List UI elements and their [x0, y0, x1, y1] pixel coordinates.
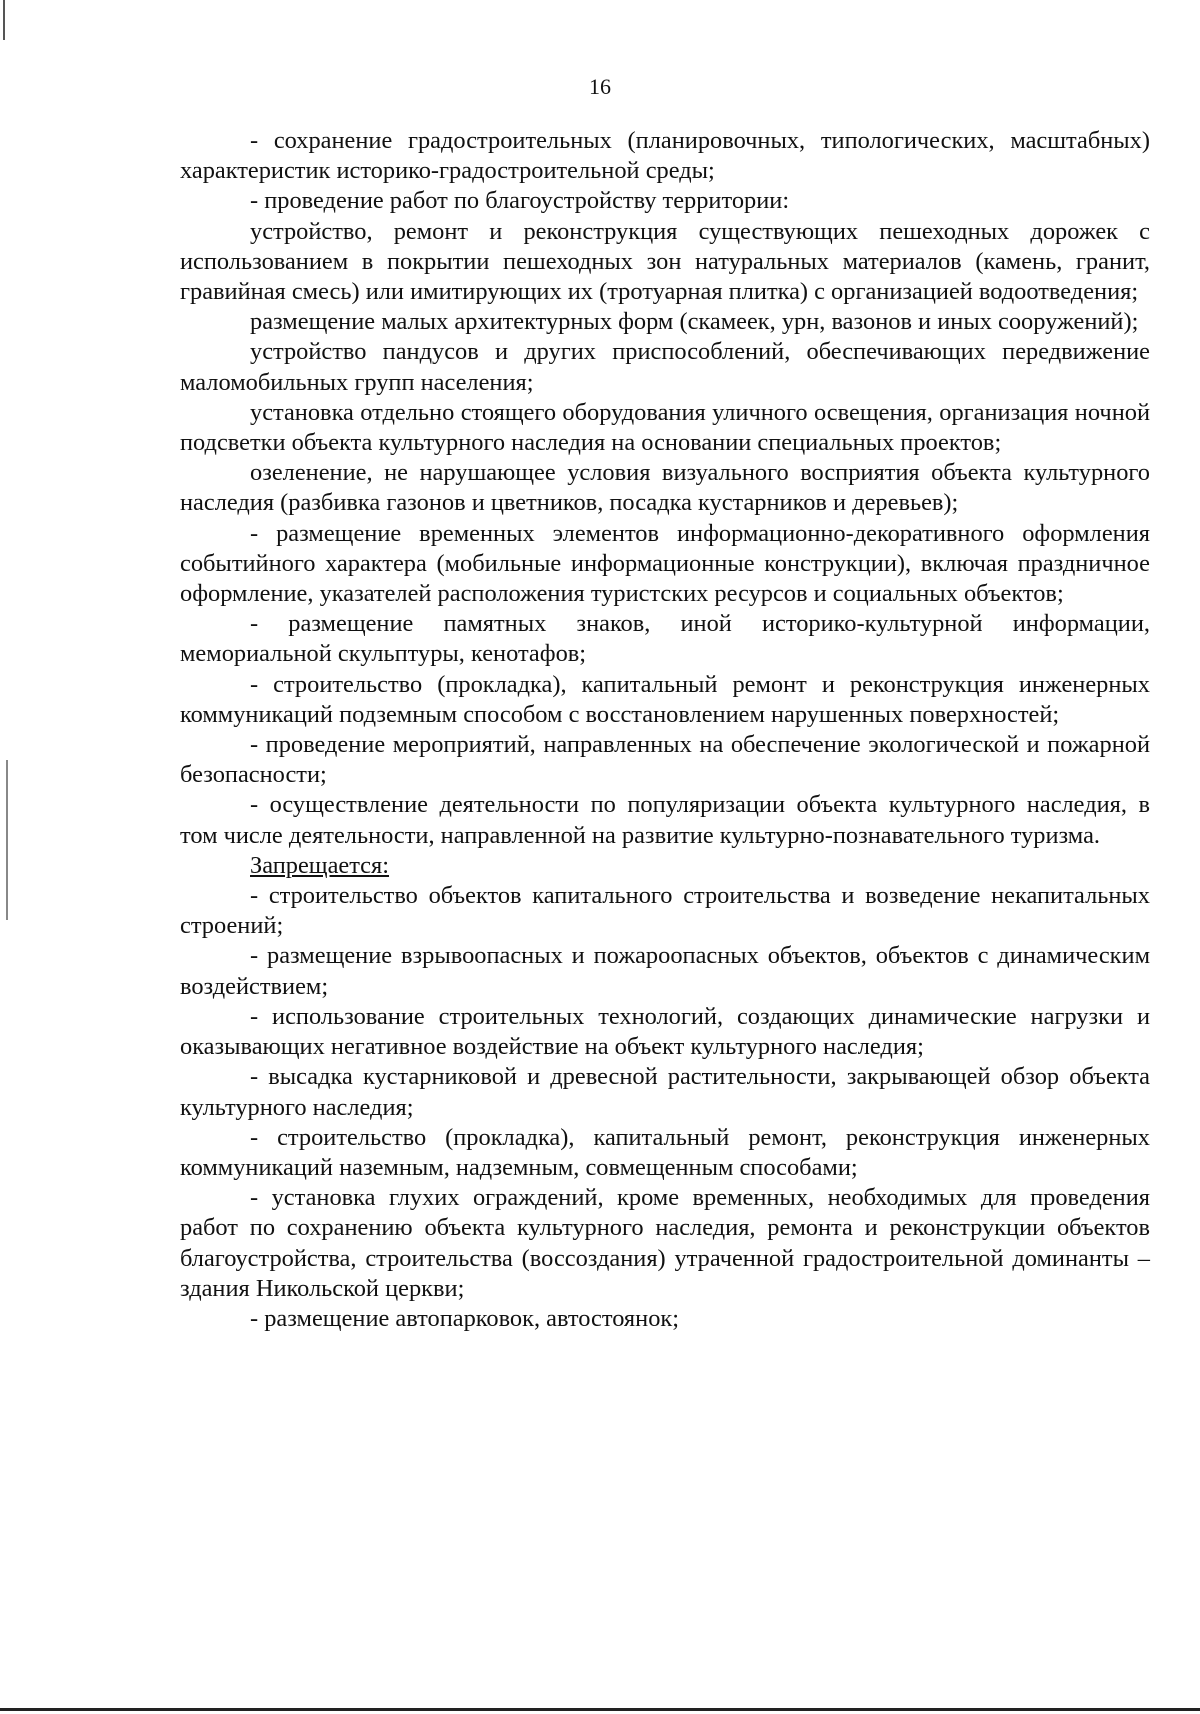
paragraph: - установка глухих ограждений, кроме временных, необходимых для проведения работ по сохранению объекта культурного наследия, ремонта и реконструкции объектов благоустройства, строительства (воссоздания) утраченной градостроительной доминанты – здания Никольской церкви;	[180, 1184, 1150, 1302]
bottom-rule	[0, 1708, 1200, 1711]
scan-edge-mark	[3, 0, 5, 40]
paragraph: озеленение, не нарушающее условия визуального восприятия объекта культурного наследия (разбивка газонов и цветников, посадка кустарников и деревьев);	[180, 459, 1150, 517]
paragraph: устройство пандусов и других приспособлений, обеспечивающих передвижение маломобильных групп населения;	[180, 338, 1150, 396]
scan-edge-mark	[6, 760, 8, 920]
paragraph: - размещение автопарковок, автостоянок;	[250, 1304, 680, 1332]
prohibited-heading: Запрещается:	[250, 851, 390, 879]
paragraph: - строительство (прокладка), капитальный ремонт и реконструкция инженерных коммуникаций подземным способом с восстановлением нарушенных поверхностей;	[180, 670, 1150, 728]
paragraph: - проведение работ по благоустройству территории:	[250, 187, 790, 215]
paragraph: устройство, ремонт и реконструкция существующих пешеходных дорожек с использованием в покрытии пешеходных зон натуральных материалов (камень, гранит, гравийная смесь) или имитирующих их (тротуарная плитка) с организацией водоотведения;	[180, 217, 1150, 306]
paragraph: установка отдельно стоящего оборудования уличного освещения, организация ночной подсветки объекта культурного наследия на основании специальных проектов;	[180, 398, 1150, 457]
paragraph: - размещение памятных знаков, иной историко-культурной информации, мемориальной скульптуры, кенотафов;	[180, 610, 1150, 668]
section-heading	[180, 851, 1150, 881]
paragraph: - размещение временных элементов информационно-декоративного оформления событийного характера (мобильные информационные конструкции), включая праздничное оформление, указателей расположения туристских ресурсов и социальных объектов;	[180, 519, 1150, 608]
paragraph: - проведение мероприятий, направленных на обеспечение экологической и пожарной безопасности;	[180, 731, 1150, 789]
paragraph: - высадка кустарниковой и древесной растительности, закрывающей обзор объекта культурного наследия;	[180, 1063, 1150, 1121]
paragraph: - строительство (прокладка), капитальный ремонт, реконструкция инженерных коммуникаций наземным, надземным, совмещенным способами;	[180, 1123, 1150, 1181]
paragraph: - использование строительных технологий, создающих динамические нагрузки и оказывающих негативное воздействие на объект культурного наследия;	[180, 1002, 1150, 1061]
paragraph: размещение малых архитектурных форм (скамеек, урн, вазонов и иных сооружений);	[250, 308, 1139, 336]
paragraph: - размещение взрывоопасных и пожароопасных объектов, объектов с динамическим воздействием;	[180, 942, 1150, 1000]
paragraph: - строительство объектов капитального строительства и возведение некапитальных строений;	[180, 882, 1150, 940]
document-body	[180, 126, 1150, 1334]
page-number: 16	[589, 74, 611, 99]
paragraph: - осуществление деятельности по популяризации объекта культурного наследия, в том числе деятельности, направленной на развитие культурно-познавательного туризма.	[180, 791, 1150, 849]
paragraph: - сохранение градостроительных (планировочных, типологических, масштабных) характеристик историко-градостроительной среды;	[180, 127, 1150, 185]
